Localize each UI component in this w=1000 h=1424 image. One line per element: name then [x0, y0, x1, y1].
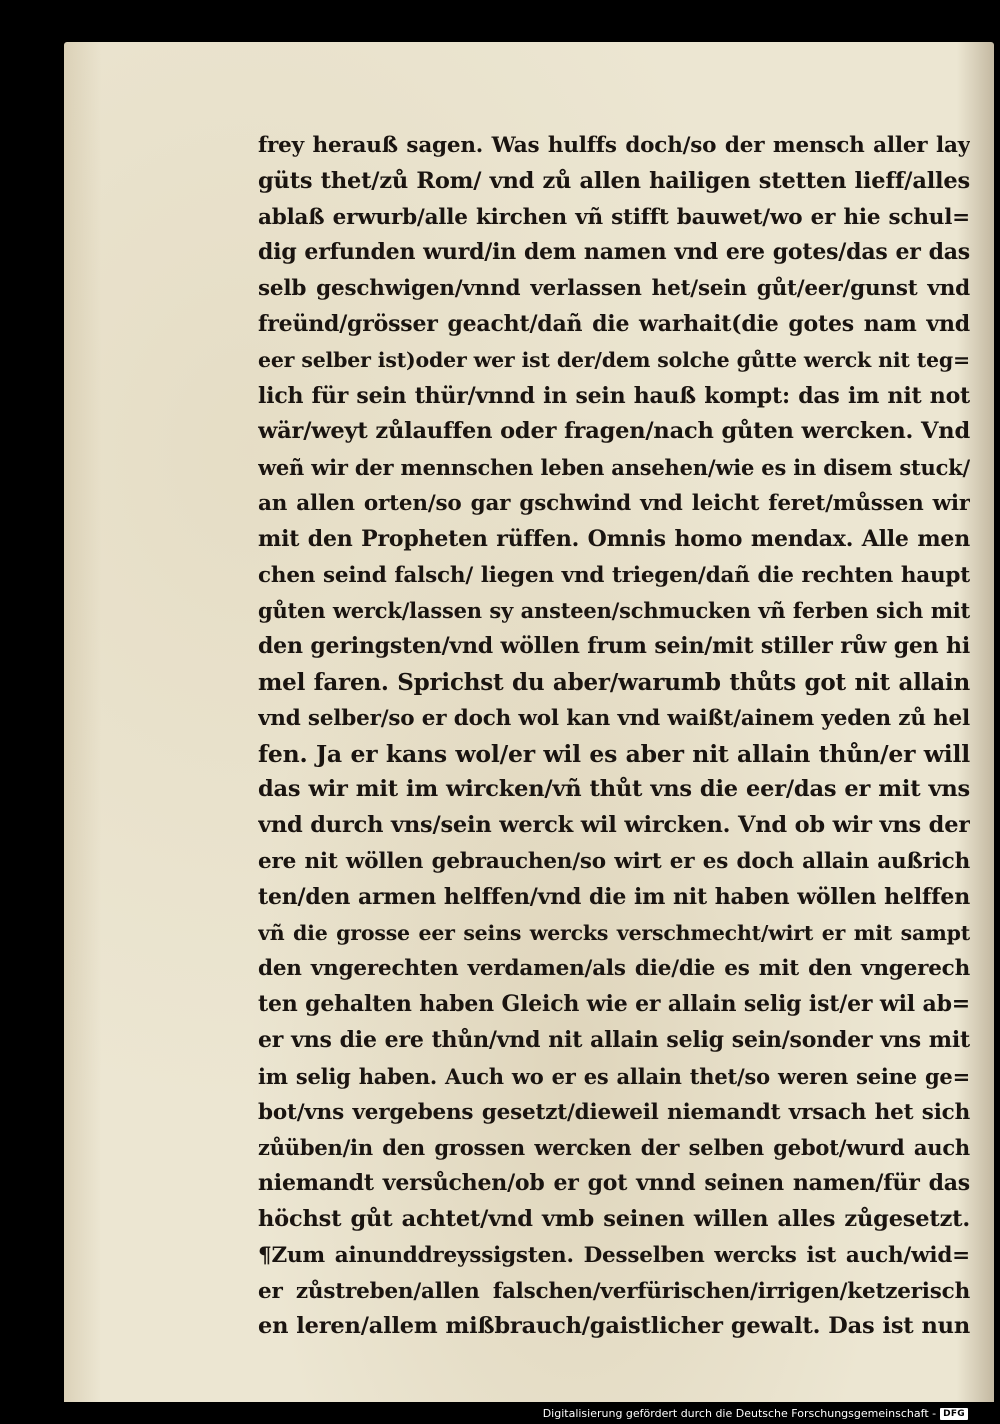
dfg-logo: DFG: [940, 1408, 968, 1420]
text-line: ten/den armen helffen/vnd die im nit haben wöllen helffen: [258, 883, 970, 910]
text-line: en leren/allem mißbrauch/gaistlicher gewalt. Das ist nun: [258, 1313, 970, 1340]
text-line: im selig haben. Auch wo er es allain thet/so weren seine ge=: [258, 1063, 970, 1089]
text-line: niemandt versůchen/ob er got vnnd seinen namen/für das: [258, 1170, 970, 1197]
text-line: dig erfunden wurd/in dem namen vnd ere gotes/das er das: [258, 239, 970, 266]
text-line: er zůstreben/allen falschen/verfürischen/irrigen/ketzerisch: [258, 1278, 970, 1304]
text-line: den geringsten/vnd wöllen frum sein/mit stiller růw gen hi: [258, 633, 970, 660]
footer-credit: [543, 1407, 968, 1420]
page-text: [258, 128, 970, 1345]
text-line: vnd selber/so er doch wol kan vnd waißt/ainem yeden zů hel: [258, 705, 970, 731]
text-line: vnd durch vns/sein werck wil wircken. Vnd ob wir vns der: [258, 812, 970, 839]
text-line: freünd/grösser geacht/dañ die warhait(die gotes nam vnd: [258, 310, 970, 337]
text-line: zůüben/in den grossen wercken der selben gebot/wurd auch: [258, 1135, 970, 1161]
text-line: ere nit wöllen gebrauchen/so wirt er es doch allain außrich: [258, 848, 970, 874]
text-line: mel faren. Sprichst du aber/warumb thůts got nit allain: [258, 668, 970, 696]
text-line: er vns die ere thůn/vnd nit allain selig sein/sonder vns mit: [258, 1026, 970, 1053]
text-line: fen. Ja er kans wol/er wil es aber nit allain thůn/er will: [258, 739, 970, 768]
text-line: selb geschwigen/vnnd verlassen het/sein gůt/eer/gunst vnd: [258, 276, 970, 302]
text-line: weñ wir der mennschen leben ansehen/wie es in disem stuck/: [258, 455, 970, 481]
text-line: ten gehalten haben Gleich wie er allain selig ist/er wil ab=: [258, 991, 970, 1018]
text-line: den vngerechten verdamen/als die/die es mit den vngerech: [258, 956, 970, 982]
text-line: gůten werck/lassen sy ansteen/schmucken vñ ferben sich mit: [258, 598, 970, 624]
text-line: an allen orten/so gar gschwind vnd leicht feret/můssen wir: [258, 490, 970, 516]
text-line: wär/weyt zůlauffen oder fragen/nach gůten wercken. Vnd: [258, 418, 970, 445]
text-line: mit den Propheten rüffen. Omnis homo mendax. Alle men: [258, 525, 970, 552]
text-line: güts thet/zů Rom/ vnd zů allen hailigen stetten lieff/alles: [258, 167, 970, 194]
text-line: lich für sein thür/vnnd in sein hauß kompt: das im nit not: [258, 382, 970, 409]
text-line: höchst gůt achtet/vnd vmb seinen willen alles zůgesetzt.: [258, 1205, 970, 1232]
text-line: chen seind falsch/ liegen vnd triegen/dañ die rechten haupt: [258, 562, 970, 588]
text-line: vñ die grosse eer seins wercks verschmecht/wirt er mit sampt: [258, 920, 970, 945]
text-line: ablaß erwurb/alle kirchen vñ stifft bauwet/wo er hie schul=: [258, 204, 970, 230]
text-line: frey herauß sagen. Was hulffs doch/so der mensch aller lay: [258, 133, 970, 158]
text-line: eer selber ist)oder wer ist der/dem solche gůtte werck nit teg=: [258, 347, 970, 372]
text-line: ¶Zum ainunddreyssigsten. Desselben wercks ist auch/wid=: [258, 1242, 970, 1268]
footer-credit-text: Digitalisierung gefördert durch die Deutsche Forschungsgemeinschaft -: [542, 1407, 937, 1420]
text-line: das wir mit im wircken/vñ thůt vns die eer/das er mit vns: [258, 776, 970, 803]
text-line: bot/vns vergebens gesetzt/dieweil niemandt vrsach het sich: [258, 1099, 970, 1125]
